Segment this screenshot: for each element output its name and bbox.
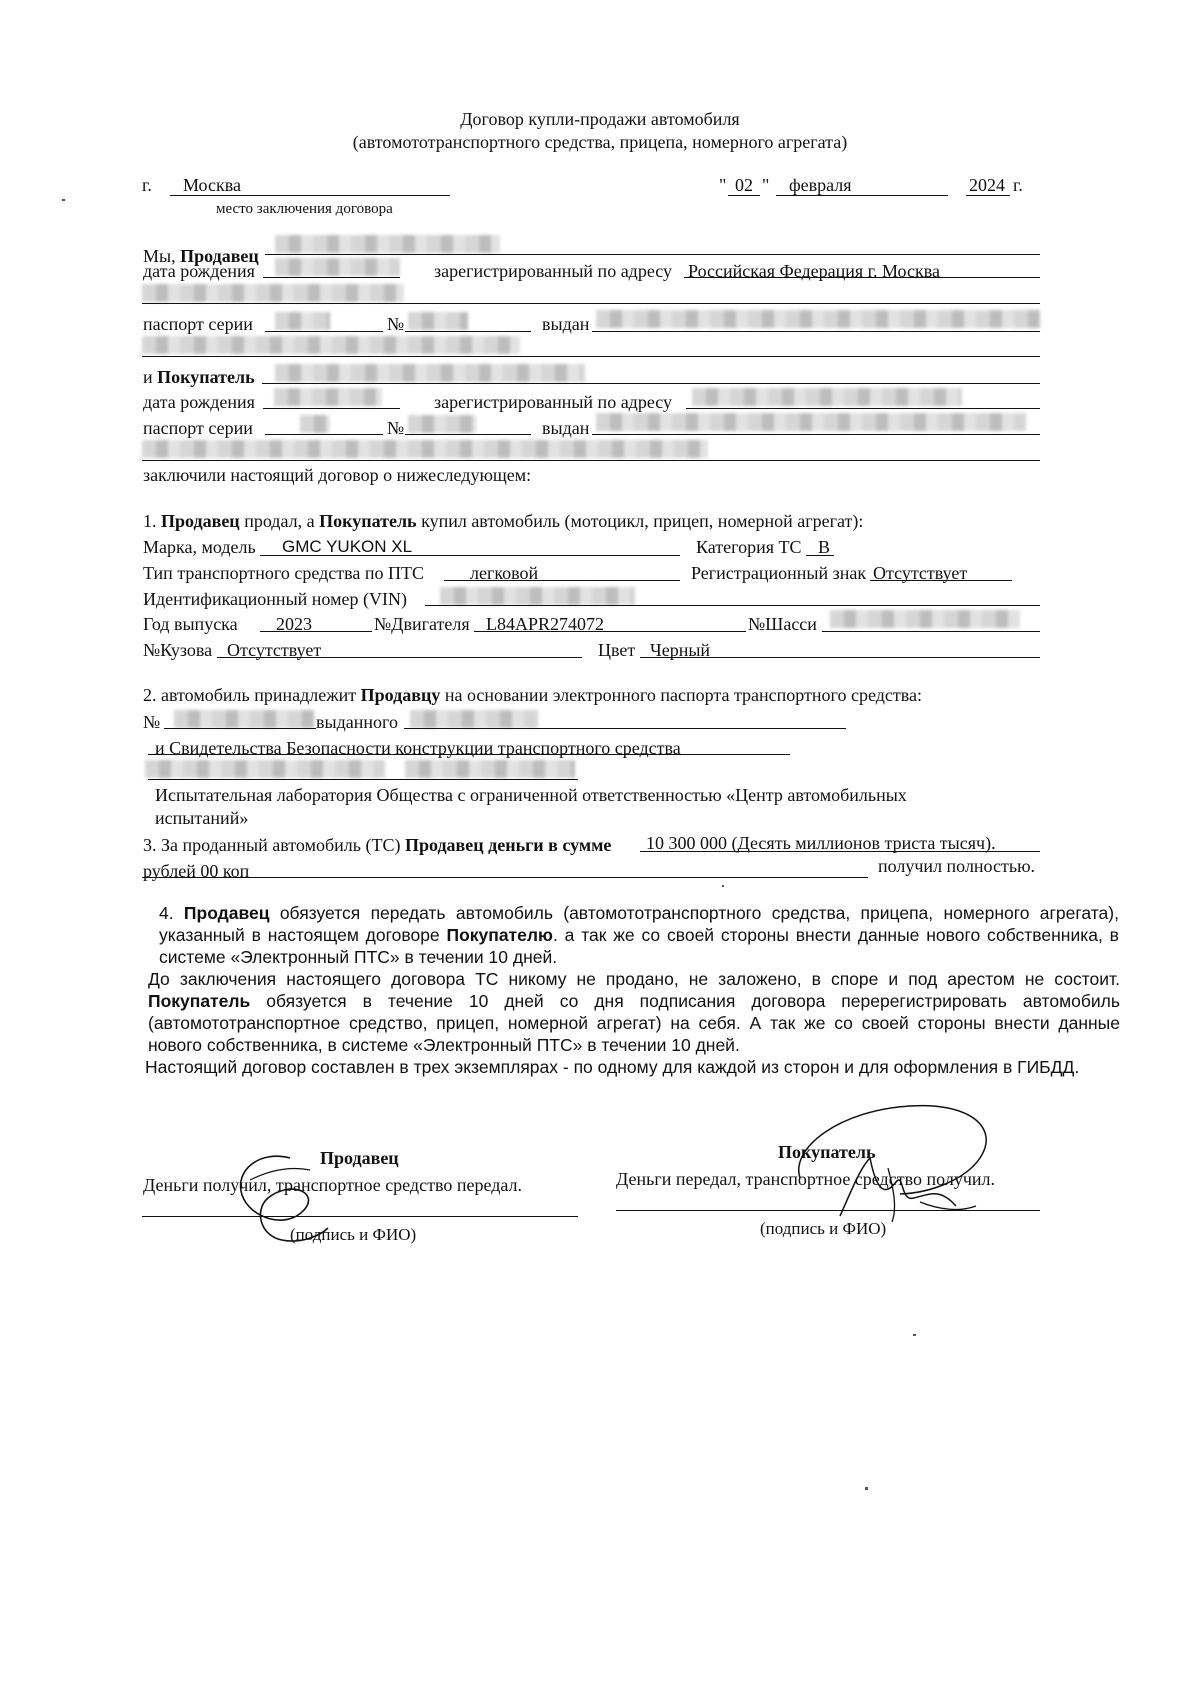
- year-made-value: 2023: [276, 614, 312, 634]
- section1-seller: Продавец: [161, 511, 240, 531]
- buyer-number-label: №: [387, 418, 405, 438]
- engine-line: [474, 631, 746, 632]
- seller-name-line: [265, 254, 1040, 255]
- body-label: №Кузова: [143, 640, 213, 660]
- buyer-label: Покупатель: [157, 367, 255, 387]
- section4-paragraph3: [145, 1056, 1120, 1078]
- redacted-seller-name: [275, 235, 500, 253]
- plate-value: Отсутствует: [873, 563, 968, 583]
- type-label: Тип транспортного средства по ПТС: [143, 563, 424, 583]
- section4-p2-b: обязуется в течение 10 дней со дня подписания договора перерегистрировать автомобиль (автомототранспортное средство, прицеп, номерной агрегат) на себя. А так же со своей стороны внести данные нового собственника, в системе «Электронный ПТС» в течении 10 дней.: [148, 991, 1120, 1055]
- section4-num: 4.: [159, 903, 174, 923]
- epts-number-label: №: [143, 712, 161, 732]
- agreement-text: заключили настоящий договор о нижеследующем:: [143, 465, 532, 485]
- contract-title: Договор купли-продажи автомобиля: [460, 109, 740, 129]
- redacted-buyer-issued2: [142, 440, 708, 458]
- redacted-seller-address2: [142, 284, 404, 302]
- section1-buyer: Покупатель: [319, 511, 417, 531]
- chassis-label: №Шасси: [748, 614, 817, 634]
- section2-seller: Продавцу: [360, 685, 441, 705]
- kopecks-value: рублей 00 коп: [143, 861, 250, 881]
- buyer-passport-label: паспорт серии: [143, 418, 253, 438]
- section1-tail: купил автомобиль (мотоцикл, прицеп, номерной агрегат):: [421, 511, 864, 531]
- plate-line: [870, 580, 1012, 581]
- redacted-certificate-a: [145, 760, 385, 778]
- make-value: GMC YUKON XL: [282, 537, 413, 556]
- section2-heading: [143, 686, 922, 704]
- seller-sign-title: Продавец: [320, 1148, 399, 1168]
- make-line: [260, 555, 680, 556]
- section4-seller: Продавец: [183, 903, 270, 923]
- color-value: Черный: [650, 640, 711, 660]
- buyer-number-line: [405, 434, 531, 435]
- buyer-signature: [780, 1098, 1010, 1238]
- buyer-issued-label: выдан: [542, 418, 590, 438]
- type-value: легковой: [470, 563, 539, 583]
- redacted-vin: [440, 587, 635, 605]
- category-label: Категория ТС: [696, 537, 802, 557]
- day-value: 02: [735, 175, 753, 195]
- section4-buyer2: Покупатель: [148, 991, 251, 1011]
- seller-address-line: [684, 277, 1040, 278]
- engine-label: №Двигателя: [374, 614, 470, 634]
- buyer-sign-title: Покупатель: [778, 1142, 876, 1162]
- redacted-buyer-series: [300, 415, 330, 433]
- buyer-sign-text: Деньги передал, транспортное средство получил.: [616, 1169, 995, 1189]
- city-prefix: г.: [142, 175, 152, 195]
- seller-label: Продавец: [180, 246, 259, 266]
- scan-speck: [722, 885, 724, 887]
- amount-value: 10 300 000 (Десять миллионов триста тысяч).: [646, 833, 996, 853]
- section4-buyer: Покупателю: [446, 925, 553, 945]
- vin-line: [425, 605, 1040, 606]
- seller-series-line: [265, 331, 383, 332]
- amount-line: [640, 851, 1040, 852]
- certificate-text: и Свидетельства Безопасности конструкции транспортного средства: [155, 738, 681, 758]
- certificate-line2: [148, 779, 578, 780]
- section3-bold: Продавец деньги в сумме: [404, 835, 612, 855]
- year-value: 2024: [969, 175, 1005, 195]
- day-close-quote: ": [762, 175, 770, 195]
- section4-p3: Настоящий договор составлен в трех экземплярах - по одному для каждой из сторон и для оформления в ГИБДД.: [145, 1057, 1080, 1077]
- year-underline: [966, 195, 1010, 196]
- lab-line1: Испытательная лаборатория Общества с ограниченной ответственностью «Центр автомобильных: [155, 785, 907, 805]
- color-line: [640, 657, 1040, 658]
- seller-sign-caption: (подпись и ФИО): [290, 1225, 417, 1244]
- chassis-line: [822, 631, 1040, 632]
- month-value: февраля: [789, 175, 852, 195]
- city-underline: [170, 195, 450, 196]
- scan-speck: [913, 1334, 916, 1336]
- day-underline: [728, 195, 760, 196]
- make-label: Марка, модель: [143, 537, 256, 557]
- section4-text-a: обязуется передать автомобиль (автомототранспортного средства, прицепа, номерного агрегата), указанный в настоящем договоре: [159, 903, 1119, 945]
- epts-issued-line: [404, 728, 846, 729]
- epts-number-line: [164, 728, 316, 729]
- seller-address-line2: [142, 303, 1040, 304]
- redacted-seller-issued2: [142, 336, 520, 354]
- section1-num: 1.: [143, 511, 157, 531]
- scan-speck: [62, 199, 65, 201]
- redacted-buyer-issued: [596, 413, 1026, 431]
- month-underline: [776, 195, 948, 196]
- redacted-buyer-number: [408, 415, 476, 433]
- section4-p2-a: До заключения настоящего договора ТС никому не продано, не заложено, в споре и под арестом не состоит.: [148, 969, 1120, 989]
- section2-text-a: автомобиль принадлежит: [161, 685, 357, 705]
- redacted-seller-number: [408, 312, 468, 330]
- scan-speck: [865, 1487, 868, 1490]
- section2-text-b: на основании электронного паспорта транспортного средства:: [444, 685, 922, 705]
- kopecks-line: [142, 877, 868, 878]
- contract-subtitle: (автомототранспортного средства, прицепа, номерного агрегата): [352, 132, 848, 152]
- city-value: Москва: [183, 175, 241, 195]
- buyer-address-line: [686, 408, 1040, 409]
- buyer-birth-line: [263, 408, 400, 409]
- received-text: получил полностью.: [878, 856, 1036, 876]
- seller-sign-line: [142, 1216, 578, 1217]
- redacted-epts-issued: [410, 710, 538, 728]
- engine-value: L84APR274072: [486, 614, 605, 634]
- seller-registered-label: зарегистрированный по адресу: [434, 261, 673, 281]
- body-value: Отсутствует: [227, 640, 322, 660]
- buyer-name-line: [262, 383, 1040, 384]
- plate-label: Регистрационный знак: [691, 563, 867, 583]
- seller-birth-label: дата рождения: [143, 261, 255, 281]
- seller-passport-label: паспорт серии: [143, 314, 253, 334]
- redacted-seller-issued: [596, 310, 1040, 328]
- seller-number-line: [405, 331, 531, 332]
- section4-paragraph2: [148, 968, 1120, 1056]
- section3-heading: [143, 836, 611, 854]
- year-label: Год выпуска: [143, 614, 238, 634]
- redacted-buyer-birth: [274, 388, 382, 406]
- section1-mid: продал, а: [244, 511, 315, 531]
- body-line: [217, 657, 582, 658]
- section4-text-b: . а так же со своей стороны внести данные нового собственника, в системе «Электронный ПТС» в течении 10 дней.: [159, 925, 1119, 967]
- lab-line2: испытаний»: [155, 808, 249, 828]
- redacted-buyer-address: [692, 388, 962, 406]
- section4-paragraph1: [159, 902, 1119, 968]
- redacted-buyer-name: [275, 364, 585, 382]
- buyer-sign-caption: (подпись и ФИО): [760, 1219, 887, 1238]
- category-line: [806, 555, 834, 556]
- buyer-sign-line: [616, 1210, 1040, 1211]
- seller-sign-text: Деньги получил, транспортное средство передал.: [143, 1175, 522, 1195]
- seller-birth-line: [263, 277, 400, 278]
- buyer-intro-word: и: [143, 367, 153, 387]
- seller-number-label: №: [387, 314, 405, 334]
- buyer-issued-line: [592, 434, 1040, 435]
- type-line: [444, 580, 680, 581]
- year-suffix: г.: [1013, 175, 1023, 195]
- section3-text-a: 3. За проданный автомобиль (ТС): [143, 835, 401, 855]
- seller-issued-line2: [142, 356, 1040, 357]
- redacted-chassis: [830, 610, 1020, 628]
- seller-issued-label: выдан: [542, 314, 590, 334]
- color-label: Цвет: [598, 640, 636, 660]
- buyer-birth-label: дата рождения: [143, 392, 255, 412]
- buyer-series-line: [265, 434, 383, 435]
- section1-heading: [143, 512, 863, 530]
- vin-label: Идентификационный номер (VIN): [143, 589, 407, 609]
- certificate-line: [148, 754, 790, 755]
- redacted-certificate-b: [405, 760, 575, 778]
- buyer-registered-label: зарегистрированный по адресу: [434, 392, 673, 412]
- year-made-line: [260, 631, 372, 632]
- redacted-epts-number: [174, 710, 314, 728]
- epts-issued-label: выданного: [316, 712, 398, 732]
- redacted-seller-birth: [275, 258, 400, 276]
- buyer-intro: [143, 368, 255, 386]
- redacted-seller-series: [275, 312, 330, 330]
- city-caption: место заключения договора: [216, 201, 393, 217]
- seller-address: Российская Федерация г. Москва: [688, 261, 940, 281]
- seller-issued-line: [592, 331, 1040, 332]
- category-value: B: [818, 537, 831, 557]
- buyer-issued-line2: [142, 460, 1040, 461]
- day-open-quote: ": [719, 175, 727, 195]
- section2-num: 2.: [143, 685, 157, 705]
- seller-intro-word: Мы,: [143, 246, 176, 266]
